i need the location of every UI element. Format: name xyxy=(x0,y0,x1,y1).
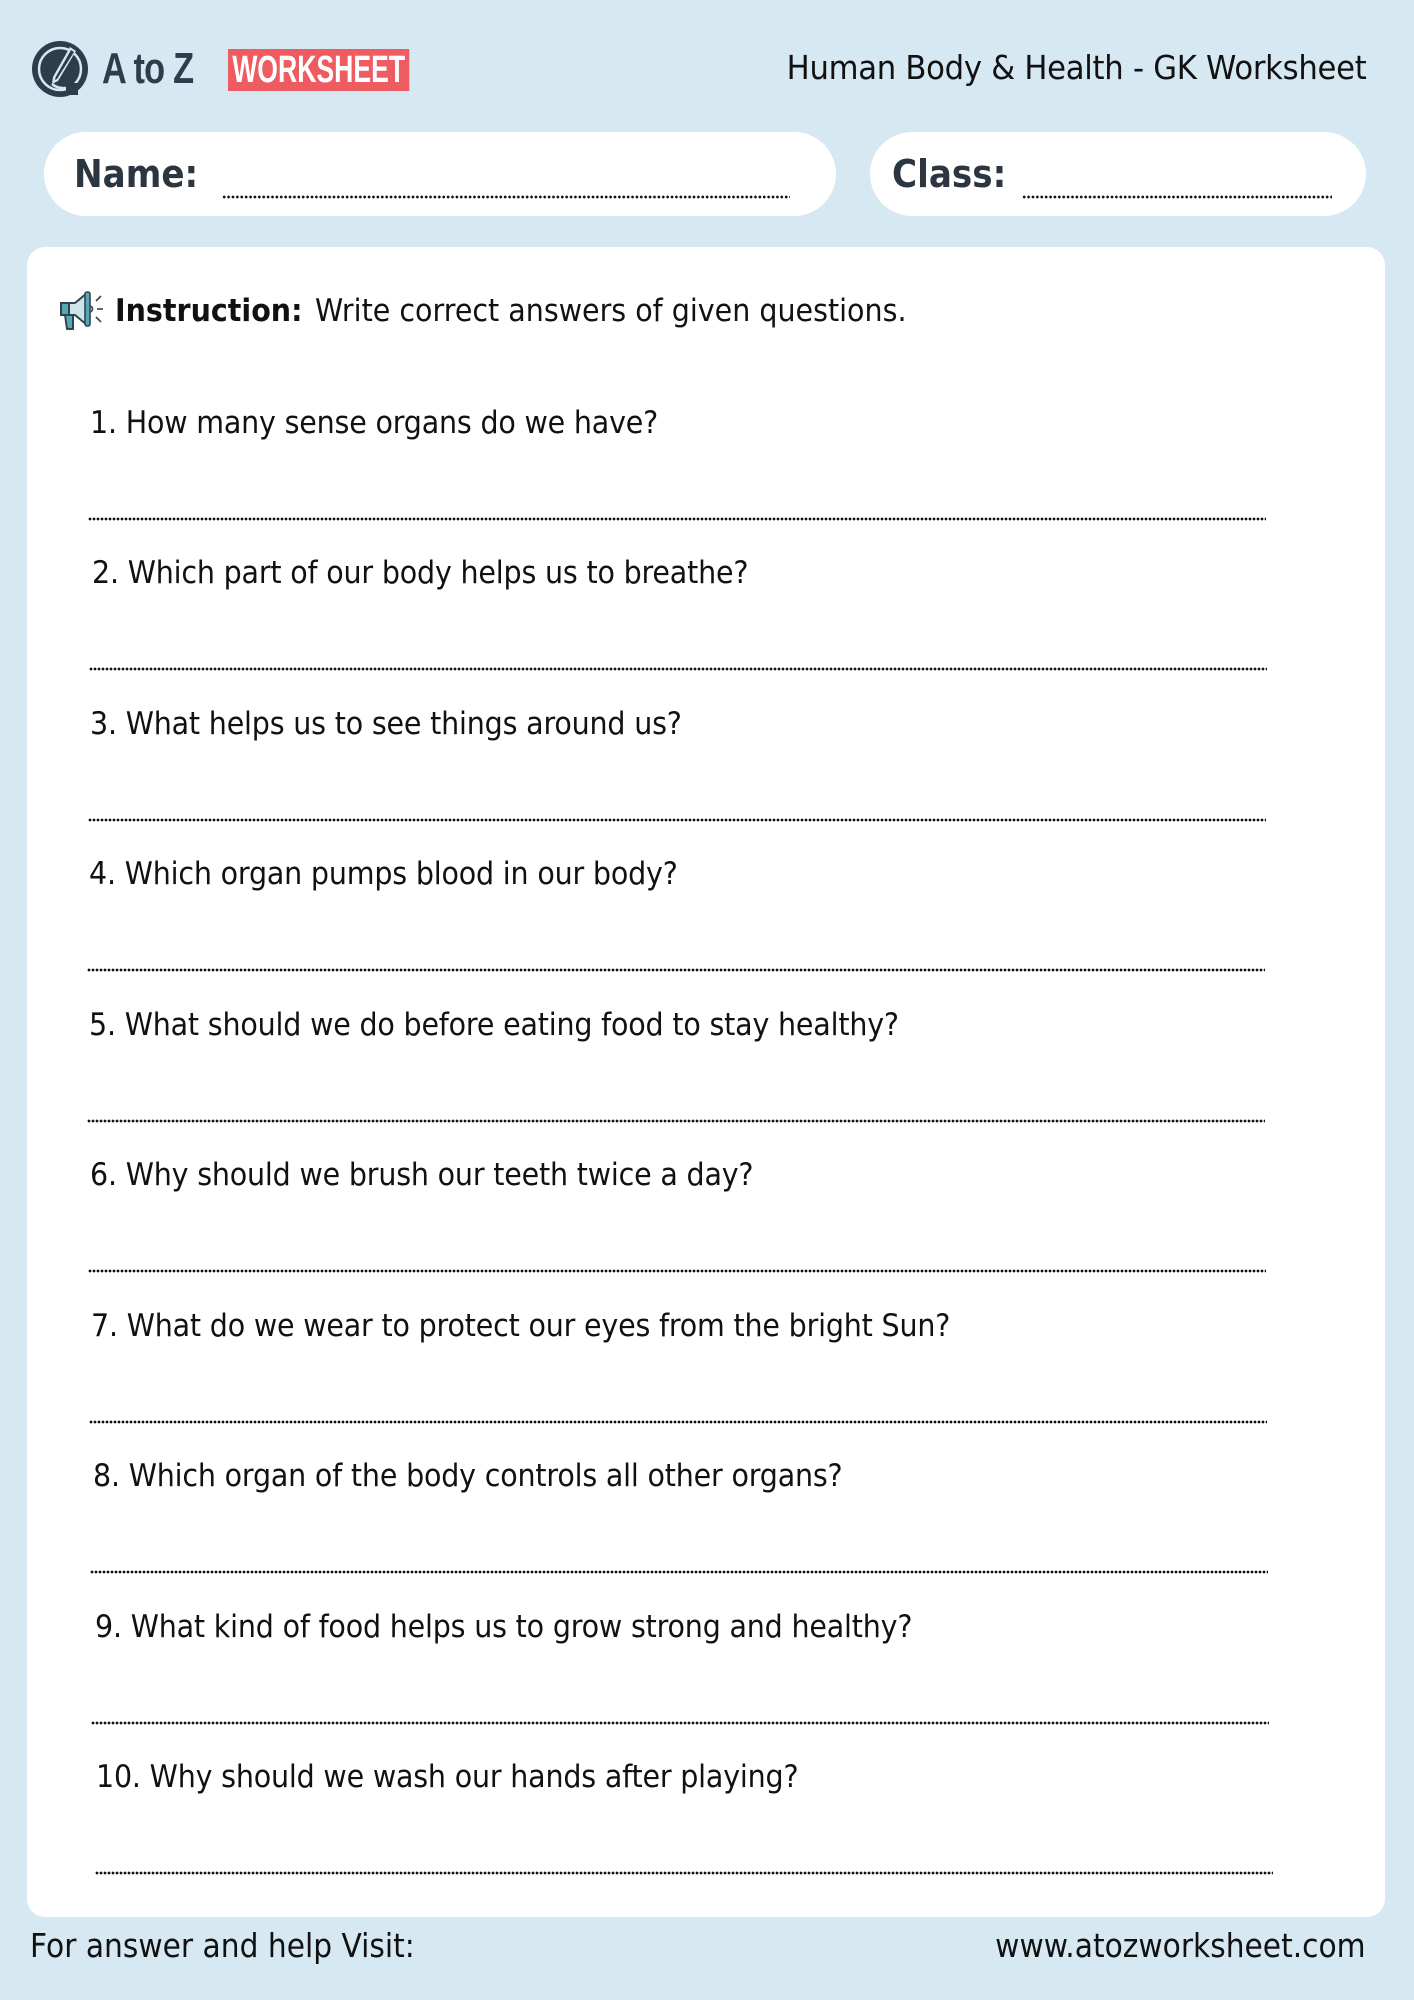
worksheet-title: Human Body & Health - GK Worksheet xyxy=(786,48,1366,87)
instruction-label: Instruction: xyxy=(115,293,303,329)
answer-line[interactable] xyxy=(95,1871,1273,1875)
question-text: 10. Why should we wash our hands after playing? xyxy=(96,1759,799,1795)
answer-line[interactable] xyxy=(88,1269,1266,1273)
answer-line[interactable] xyxy=(89,667,1267,671)
class-label: Class: xyxy=(892,152,1007,196)
answer-line[interactable] xyxy=(87,1119,1265,1123)
question-item xyxy=(88,1007,1328,1157)
question-item xyxy=(88,1759,1328,1909)
answer-line[interactable] xyxy=(91,1721,1269,1725)
footer-website-link[interactable]: www.atozworksheet.com xyxy=(995,1926,1366,1965)
question-text: 3. What helps us to see things around us? xyxy=(90,706,682,742)
answer-line[interactable] xyxy=(87,968,1265,972)
question-text: 8. Which organ of the body controls all other organs? xyxy=(93,1458,843,1494)
answer-line[interactable] xyxy=(90,1570,1268,1574)
class-field-box xyxy=(870,132,1366,216)
question-text: 6. Why should we brush our teeth twice a day? xyxy=(90,1157,754,1193)
answer-line[interactable] xyxy=(88,517,1266,521)
question-text: 4. Which organ pumps blood in our body? xyxy=(89,856,678,892)
question-item xyxy=(88,706,1328,856)
logo-badge: WORKSHEET xyxy=(228,49,409,91)
questions-card xyxy=(27,247,1385,1917)
question-text: 5. What should we do before eating food to stay healthy? xyxy=(89,1007,899,1043)
question-item xyxy=(88,555,1328,705)
instruction-row xyxy=(55,289,958,333)
question-text: 9. What kind of food helps us to grow strong and healthy? xyxy=(95,1609,913,1645)
answer-line[interactable] xyxy=(88,818,1266,822)
question-item xyxy=(88,1308,1328,1458)
question-text: 2. Which part of our body helps us to breathe? xyxy=(92,555,749,591)
logo-text: A to Z xyxy=(102,44,194,93)
question-text: 7. What do we wear to protect our eyes from the bright Sun? xyxy=(91,1308,951,1344)
question-text: 1. How many sense organs do we have? xyxy=(90,405,659,441)
site-logo[interactable] xyxy=(30,38,406,100)
instruction-text: Write correct answers of given questions. xyxy=(314,293,907,329)
question-item xyxy=(88,1458,1328,1608)
class-input-line[interactable] xyxy=(1022,195,1332,199)
name-label: Name: xyxy=(74,152,199,196)
footer-help-text: For answer and help Visit: xyxy=(30,1926,415,1965)
megaphone-icon xyxy=(55,289,105,333)
name-input-line[interactable] xyxy=(222,195,790,199)
question-item xyxy=(88,1157,1328,1307)
question-item xyxy=(88,405,1328,555)
pen-nib-circle-icon xyxy=(30,39,90,99)
question-item xyxy=(88,856,1328,1006)
answer-line[interactable] xyxy=(89,1420,1267,1424)
name-field-box xyxy=(44,132,836,216)
question-item xyxy=(88,1609,1328,1759)
